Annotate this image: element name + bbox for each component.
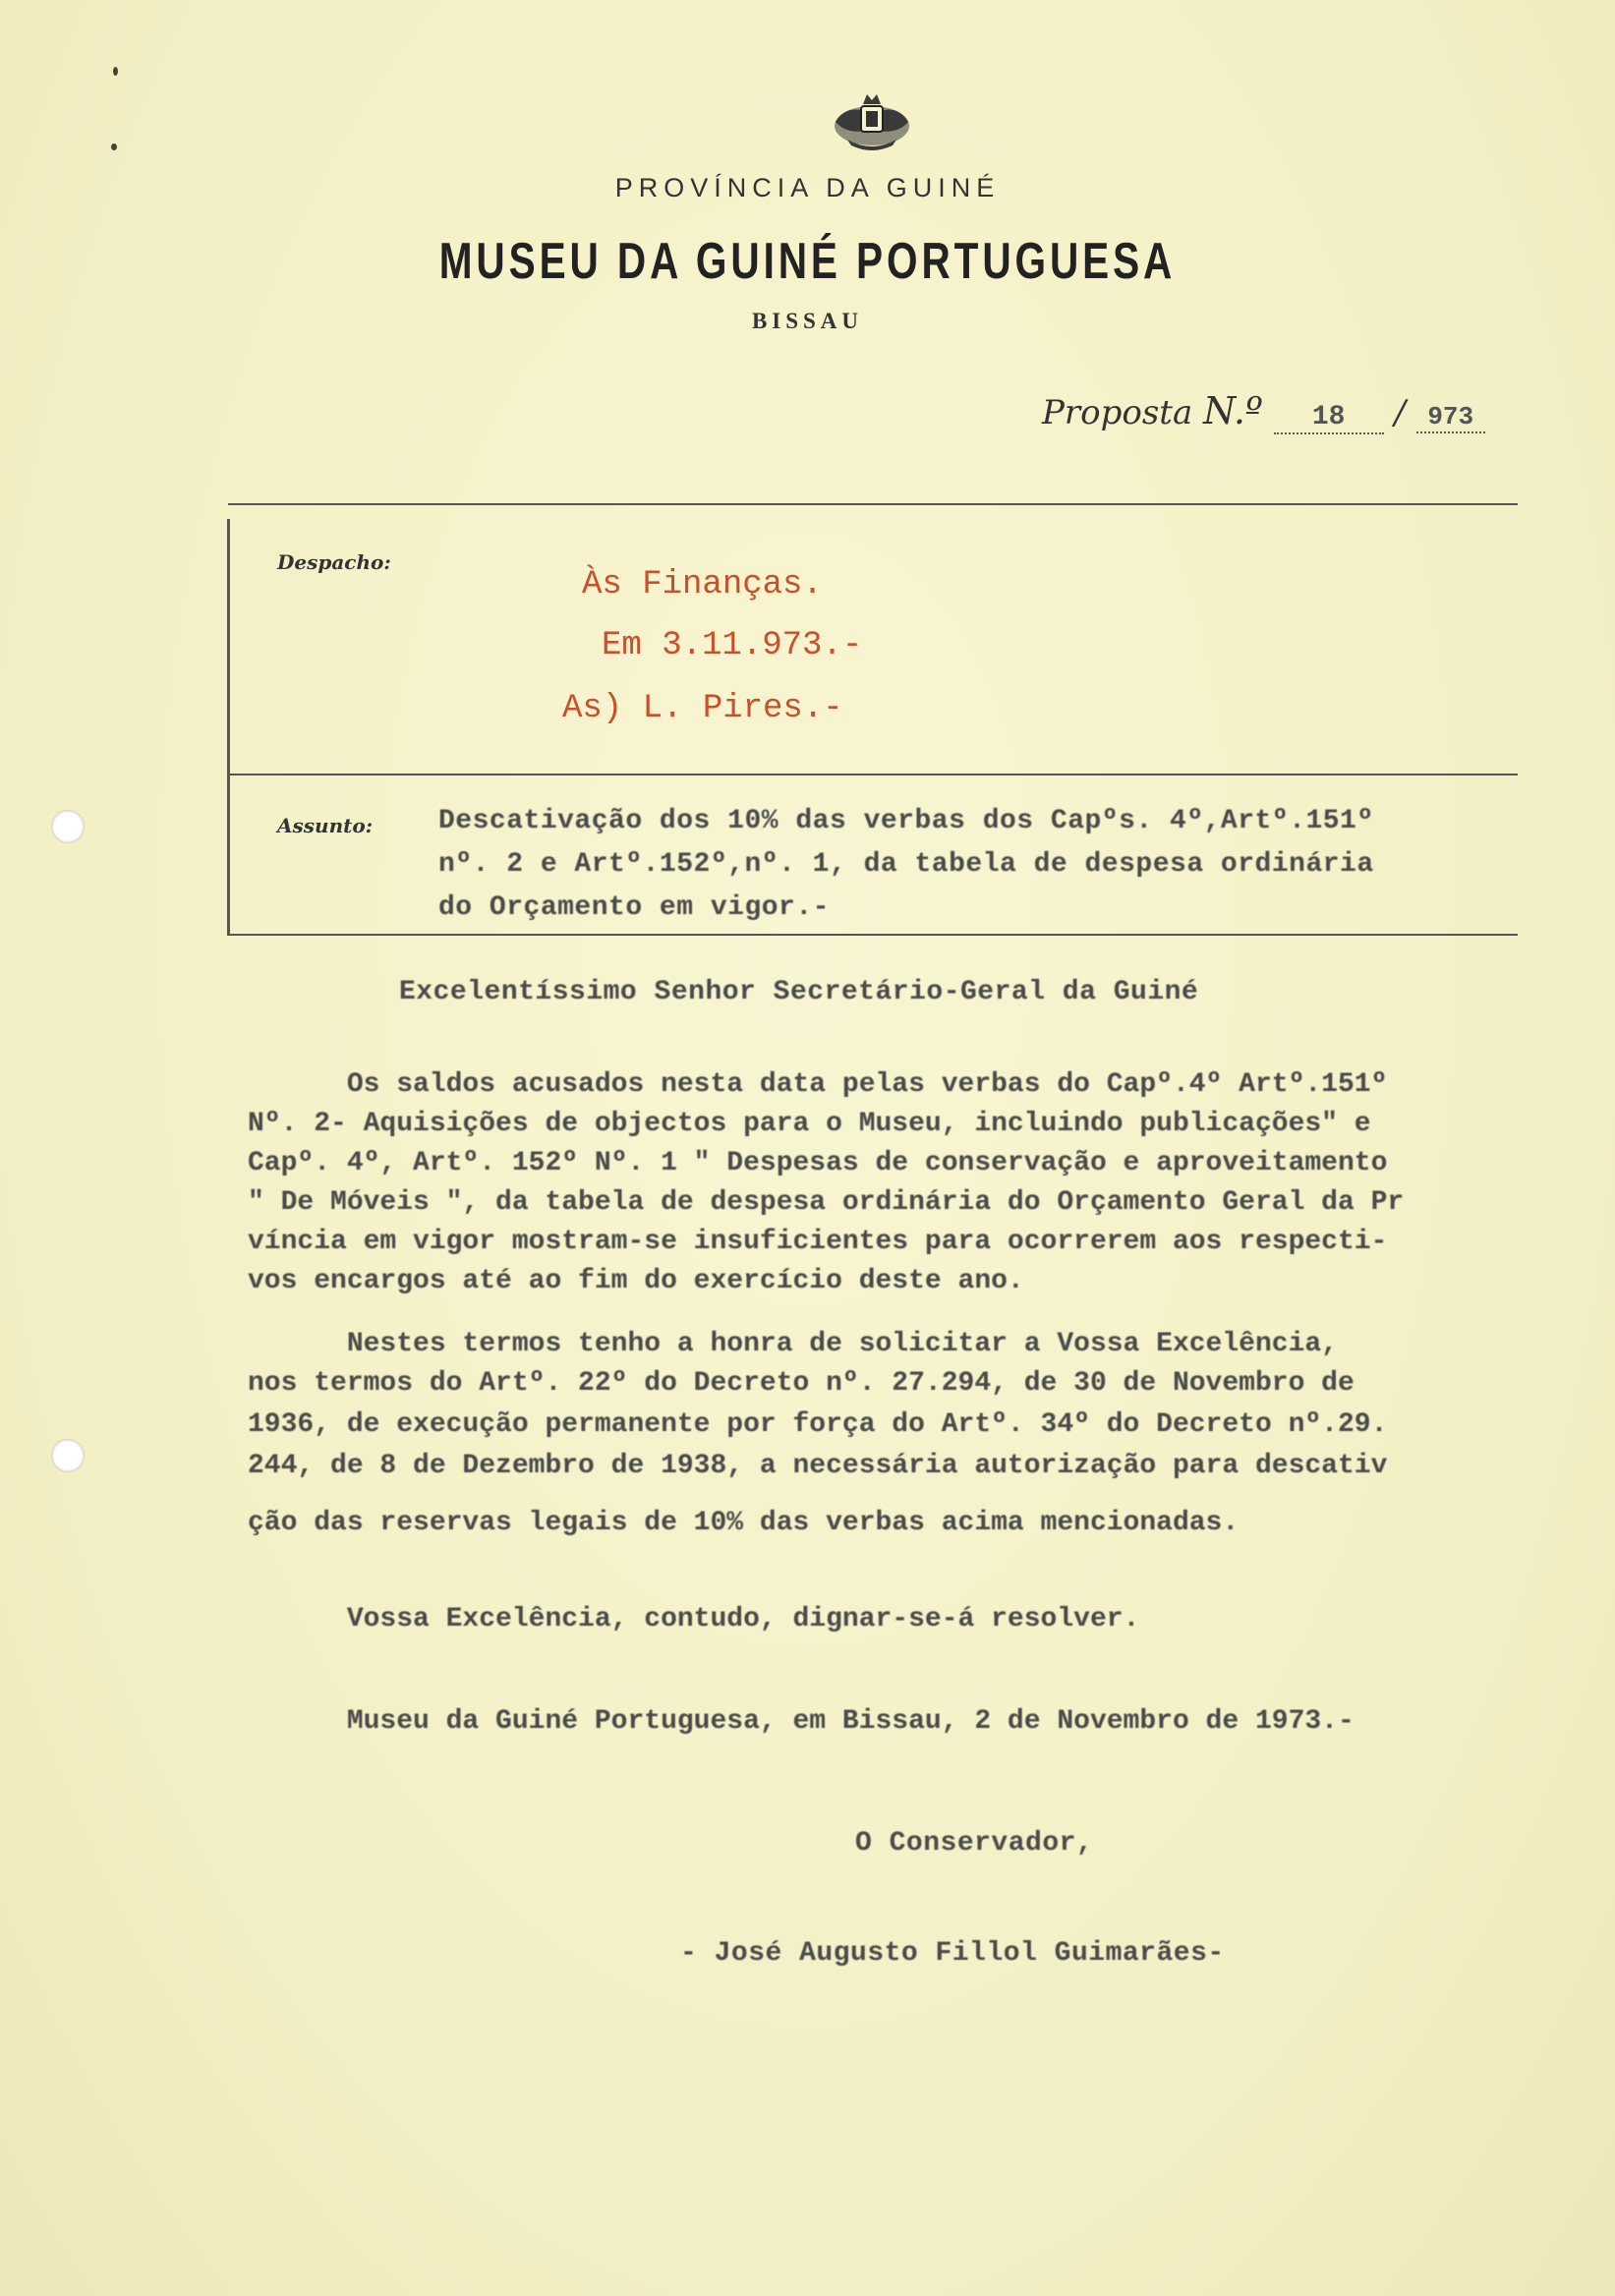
salutation: Excelentíssimo Senhor Secretário-Geral da Guiné [399,977,1199,1007]
coat-of-arms-emblem [828,85,916,155]
paragraph-1-line: vos encargos até ao fim do exercício deste ano. [248,1266,1024,1296]
assunto-line-1: Descativação dos 10% das verbas dos Capºs. 4º,Artº.151º [438,806,1374,836]
place-date-line: Museu da Guiné Portuguesa, em Bissau, 2 de Novembro de 1973.- [248,1706,1355,1737]
museum-title: MUSEU DA GUINÉ PORTUGUESA [438,233,1177,290]
form-left-rule [227,519,230,936]
paragraph-2-line: ção das reservas legais de 10% das verbas acima mencionadas. [248,1508,1240,1538]
proposta-number: 18 [1274,402,1384,434]
closing-line: Vossa Excelência, contudo, dignar-se-á resolver. [248,1604,1140,1635]
paragraph-2-line: 1936, de execução permanente por força do Artº. 34º do Decreto nº.29. [248,1409,1388,1440]
despacho-line-2: Em 3.11.973.- [602,627,863,664]
despacho-label: Despacho: [277,550,391,574]
proposta-number-label: N.º [1203,389,1263,432]
form-middle-rule [228,774,1518,775]
paragraph-1-line: Os saldos acusados nesta data pelas verbas do Capº.4º Artº.151º [248,1069,1388,1100]
paragraph-1-line: " De Móveis ", da tabela de despesa ordinária do Orçamento Geral da Pr [248,1187,1405,1218]
signature-name: - José Augusto Fillol Guimarães- [680,1938,1225,1969]
punch-hole-bottom [51,1439,85,1472]
assunto-line-3: do Orçamento em vigor.- [438,892,830,923]
paper-speck [111,144,117,150]
paragraph-1-line: Nº. 2- Aquisições de objectos para o Museu, incluindo publicações" e [248,1109,1371,1139]
proposta-year: 973 [1416,402,1485,433]
despacho-line-1: Às Finanças. [582,566,823,603]
paragraph-2-line: 244, de 8 de Dezembro de 1938, a necessária autorização para descativ [248,1451,1388,1481]
proposta-reference [1042,389,1485,434]
city-heading: BISSAU [751,309,864,333]
province-heading: PROVÍNCIA DA GUINÉ [614,173,1001,202]
paragraph-2-line: Nestes termos tenho a honra de solicitar a Vossa Excelência, [248,1329,1338,1359]
signoff: O Conservador, [855,1828,1094,1859]
paragraph-1-line: Capº. 4º, Artº. 152º Nº. 1 " Despesas de conservação e aproveitamento [248,1148,1388,1178]
proposta-label: Proposta [1042,393,1193,432]
form-top-rule [228,503,1518,505]
proposta-separator: / [1394,393,1406,432]
assunto-label: Assunto: [277,814,374,837]
paragraph-2-line: nos termos do Artº. 22º do Decreto nº. 27.294, de 30 de Novembro de [248,1368,1355,1399]
assunto-line-2: nº. 2 e Artº.152º,nº. 1, da tabela de despesa ordinária [438,849,1374,880]
paragraph-1-line: víncia em vigor mostram-se insuficientes para ocorrerem aos respecti- [248,1227,1388,1257]
punch-hole-top [51,810,85,843]
despacho-line-3: As) L. Pires.- [562,690,843,727]
paper-speck [113,67,118,76]
form-bottom-rule [228,934,1518,936]
